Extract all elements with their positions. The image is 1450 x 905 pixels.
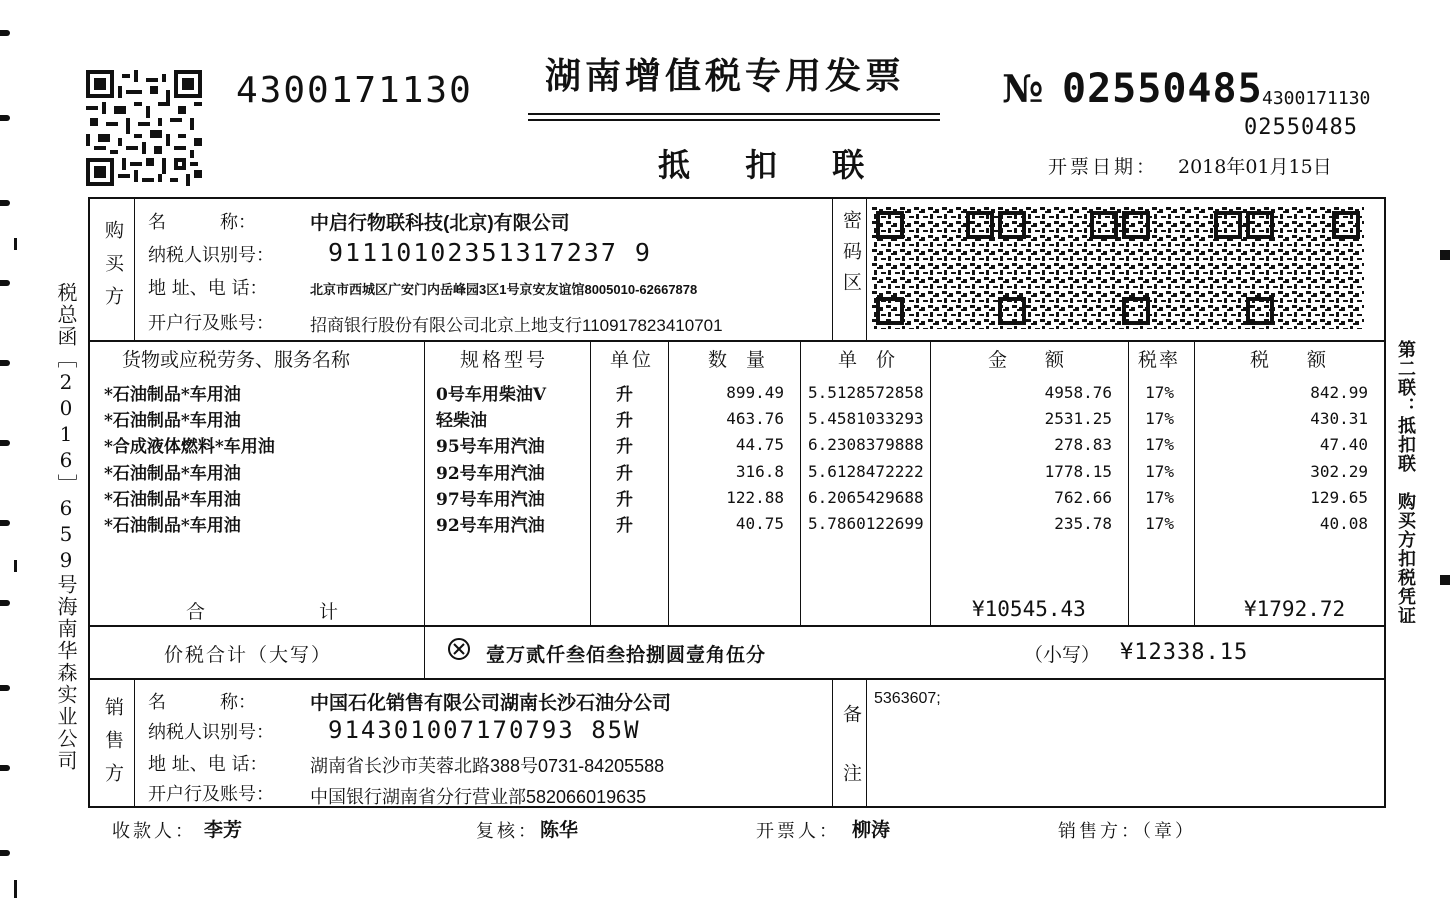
item-amount: 235.78 <box>1054 514 1112 533</box>
col-separator <box>668 341 669 626</box>
invoice-code-left: 4300171130 <box>236 70 473 111</box>
cross-circle-icon <box>448 638 470 660</box>
col-header-qty: 数 量 <box>708 349 766 371</box>
item-price: 6.2065429688 <box>808 488 924 507</box>
margin-mark <box>0 440 10 446</box>
copy-type-text: 第二联：抵扣联 购买方扣税凭证 <box>1395 340 1416 625</box>
seller-taxid-label: 纳税人识别号： <box>148 722 274 743</box>
margin-mark <box>0 115 10 121</box>
item-unit: 升 <box>616 516 633 536</box>
cipher-code-icon <box>872 207 1364 329</box>
col-separator <box>832 679 833 807</box>
col-separator <box>590 341 591 626</box>
item-tax: 842.99 <box>1310 383 1368 402</box>
buyer-bank-label: 开户行及账号： <box>148 313 274 334</box>
seller-stamp-label: 销售方：（章） <box>1058 821 1196 842</box>
col-header-amount: 金 额 <box>988 349 1065 371</box>
item-unit: 升 <box>616 437 633 457</box>
item-spec: 97号车用汽油 <box>436 490 545 510</box>
margin-mark <box>0 30 10 36</box>
payee-label: 收款人： <box>112 821 196 842</box>
margin-mark <box>0 360 10 366</box>
item-unit: 升 <box>616 411 633 431</box>
buyer-taxid: 91110102351317237 9 <box>328 238 652 267</box>
col-separator <box>866 679 867 807</box>
table-border <box>1384 197 1386 808</box>
col-header-tax: 税 额 <box>1250 349 1327 371</box>
item-amount: 762.66 <box>1054 488 1112 507</box>
item-unit: 升 <box>616 385 633 405</box>
item-price: 5.6128472222 <box>808 462 924 481</box>
buyer-address-label: 地 址、电 话： <box>148 278 268 299</box>
invoice-subtitle: 抵 扣 联 <box>658 146 887 184</box>
seller-name: 中国石化销售有限公司湖南长沙石油分公司 <box>310 693 672 714</box>
cipher-section-label: 密码区 <box>840 210 862 303</box>
margin-mark <box>1440 250 1450 260</box>
printer-license-text: 税总函［2016］659号海南华森实业公司 <box>54 282 78 772</box>
margin-mark <box>0 850 10 856</box>
margin-mark <box>0 200 10 206</box>
item-rate: 17% <box>1145 514 1174 533</box>
col-separator <box>930 341 931 626</box>
item-amount: 1778.15 <box>1044 462 1112 481</box>
drawer-label: 开票人： <box>756 821 840 842</box>
margin-mark <box>0 280 10 286</box>
title-underline <box>528 113 940 115</box>
item-price: 5.7860122699 <box>808 514 924 533</box>
item-name: *石油制品*车用油 <box>104 411 241 431</box>
seller-address: 湖南省长沙市芙蓉北路388号0731-84205588 <box>310 756 665 776</box>
margin-mark <box>0 765 10 771</box>
buyer-taxid-label: 纳税人识别号： <box>148 245 274 266</box>
item-spec: 92号车用汽油 <box>436 516 545 536</box>
item-rate: 17% <box>1145 488 1174 507</box>
qr-code-icon <box>86 70 202 186</box>
col-separator <box>800 341 801 626</box>
item-rate: 17% <box>1145 383 1174 402</box>
remark-value: 5363607; <box>874 690 941 707</box>
col-separator <box>134 679 135 807</box>
item-rate: 17% <box>1145 462 1174 481</box>
item-amount: 4958.76 <box>1044 383 1112 402</box>
grand-total-upper: 壹万贰仟叁佰叁拾捌圆壹角伍分 <box>486 644 767 666</box>
item-price: 6.2308379888 <box>808 435 924 454</box>
item-name: *石油制品*车用油 <box>104 490 241 510</box>
item-qty: 44.75 <box>735 435 784 454</box>
item-tax: 47.40 <box>1319 435 1368 454</box>
seller-taxid: 914301007170793 85W <box>328 716 641 744</box>
seller-bank: 中国银行湖南省分行营业部582066019635 <box>310 787 647 807</box>
invoice-number: 02550485 <box>1062 66 1263 112</box>
item-qty: 463.76 <box>726 409 784 428</box>
row-separator <box>88 340 1386 342</box>
item-amount: 2531.25 <box>1044 409 1112 428</box>
totals-amount: ¥10545.43 <box>972 597 1086 621</box>
buyer-address: 北京市西城区广安门内岳峰园3区1号京安友谊馆8005010-62667878 <box>310 282 698 297</box>
seller-section-label: 销售方 <box>102 697 124 796</box>
item-rate: 17% <box>1145 435 1174 454</box>
row-separator <box>88 625 1386 627</box>
seller-bank-label: 开户行及账号： <box>148 784 274 805</box>
item-price: 5.5128572858 <box>808 383 924 402</box>
review-label: 复核： <box>476 821 539 842</box>
col-header-rate: 税率 <box>1138 349 1181 371</box>
invoice-title: 湖南增值税专用发票 <box>545 55 906 97</box>
item-unit: 升 <box>616 464 633 484</box>
grand-total-label: 价税合计（大写） <box>164 644 333 666</box>
col-header-price: 单 价 <box>838 349 896 371</box>
item-tax: 129.65 <box>1310 488 1368 507</box>
item-qty: 122.88 <box>726 488 784 507</box>
buyer-name-label: 名 称： <box>148 212 256 233</box>
buyer-bank: 招商银行股份有限公司北京上地支行110917823410701 <box>310 316 723 335</box>
margin-mark <box>14 560 17 572</box>
margin-mark <box>14 238 17 250</box>
seller-name-label: 名 称： <box>148 692 256 713</box>
table-border <box>88 806 1386 808</box>
grand-total-small-label: （小写） <box>1024 644 1101 666</box>
margin-mark <box>0 685 10 691</box>
totals-tax: ¥1792.72 <box>1244 597 1346 621</box>
col-header-name: 货物或应税劳务、服务名称 <box>122 349 351 371</box>
item-spec: 92号车用汽油 <box>436 464 545 484</box>
col-separator <box>134 197 135 341</box>
item-name: *合成液体燃料*车用油 <box>104 437 275 457</box>
col-separator <box>1128 341 1129 626</box>
title-underline <box>528 119 940 121</box>
col-separator <box>1194 341 1195 626</box>
col-separator <box>424 341 425 679</box>
item-qty: 899.49 <box>726 383 784 402</box>
col-header-unit: 单位 <box>610 349 655 371</box>
table-border <box>88 197 1386 199</box>
totals-label: 合 计 <box>186 601 339 623</box>
margin-mark <box>0 520 10 526</box>
invoice-number-small: 02550485 <box>1244 115 1358 140</box>
invoice-code-small: 4300171130 <box>1262 88 1371 109</box>
col-separator <box>866 197 867 341</box>
item-qty: 40.75 <box>735 514 784 533</box>
item-unit: 升 <box>616 490 633 510</box>
col-separator <box>832 197 833 341</box>
date-value: 2018年01月15日 <box>1178 156 1332 178</box>
item-rate: 17% <box>1145 409 1174 428</box>
item-spec: 轻柴油 <box>436 411 487 431</box>
buyer-name: 中启行物联科技(北京)有限公司 <box>310 213 570 234</box>
item-qty: 316.8 <box>735 462 784 481</box>
drawer-name: 柳涛 <box>852 820 891 841</box>
col-header-spec: 规格型号 <box>460 349 549 371</box>
seller-address-label: 地 址、电 话： <box>148 754 268 775</box>
item-amount: 278.83 <box>1054 435 1112 454</box>
date-label: 开票日期： <box>1048 156 1159 178</box>
buyer-section-label: 购买方 <box>102 220 124 319</box>
no-symbol: № <box>1002 66 1044 111</box>
item-name: *石油制品*车用油 <box>104 516 241 536</box>
margin-mark <box>14 880 17 898</box>
remark-label: 备注 <box>840 704 862 822</box>
item-tax: 40.08 <box>1319 514 1368 533</box>
item-name: *石油制品*车用油 <box>104 464 241 484</box>
item-tax: 430.31 <box>1310 409 1368 428</box>
item-name: *石油制品*车用油 <box>104 385 241 405</box>
item-spec: 0号车用柴油Ⅴ <box>436 385 547 405</box>
item-spec: 95号车用汽油 <box>436 437 545 457</box>
review-name: 陈华 <box>540 820 579 841</box>
payee-name: 李芳 <box>204 820 243 841</box>
item-price: 5.4581033293 <box>808 409 924 428</box>
item-tax: 302.29 <box>1310 462 1368 481</box>
grand-total-small: ¥12338.15 <box>1120 640 1249 665</box>
row-separator <box>88 678 1386 680</box>
margin-mark <box>0 600 10 606</box>
table-border <box>88 197 90 808</box>
margin-mark <box>1440 575 1450 585</box>
